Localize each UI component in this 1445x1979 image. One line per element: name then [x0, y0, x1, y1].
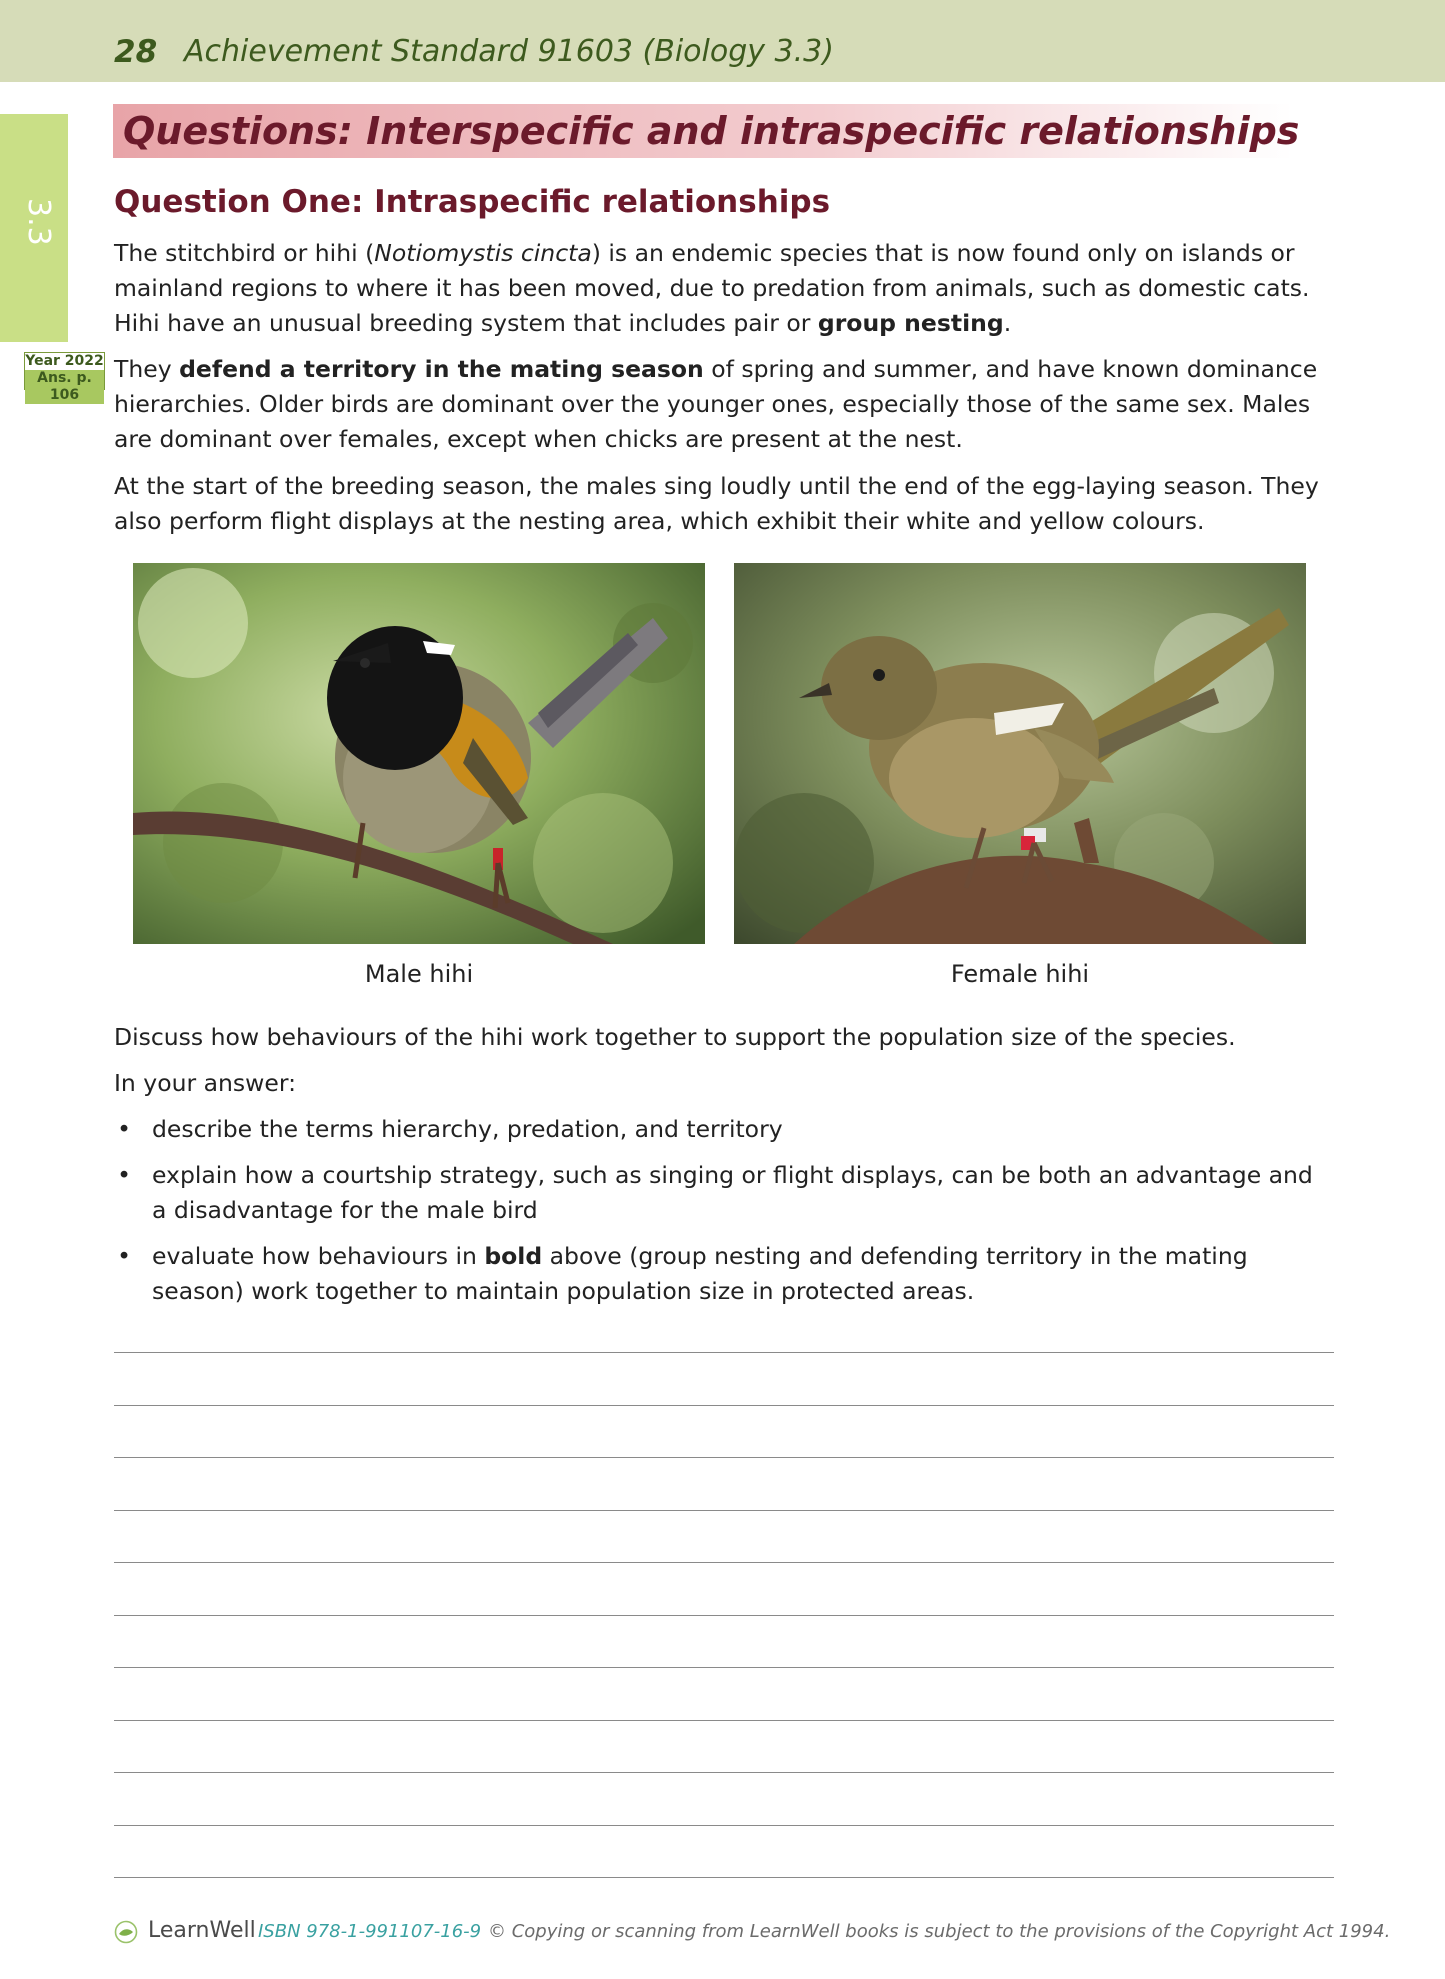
answer-line[interactable]	[114, 1877, 1334, 1878]
answer-line[interactable]	[114, 1352, 1334, 1353]
isbn-text: ISBN 978-1-991107-16-9	[258, 1921, 482, 1942]
answer-line[interactable]	[114, 1772, 1334, 1773]
list-item	[114, 1112, 1329, 1147]
answer-line[interactable]	[114, 1720, 1334, 1721]
answer-line[interactable]	[114, 1562, 1334, 1563]
bullet-glyph: •	[117, 1115, 131, 1143]
text-run: ) is an endemic species that is now found only on islands or mainland regions to where it has been moved, due to predation from animals, such as domestic cats. Hihi have an unusual breeding system that includes pair or	[114, 239, 1310, 337]
list-item-text: explain how a courtship strategy, such as singing or flight displays, can be both an advantage and a disadvantage for the male bird	[152, 1161, 1313, 1224]
answer-line[interactable]	[114, 1405, 1334, 1406]
bullet-glyph: •	[117, 1161, 131, 1189]
copyright-notice: © Copying or scanning from LearnWell books is subject to the provisions of the Copyright Act 1994.	[488, 1921, 1391, 1942]
brand-name: LearnWell	[148, 1918, 256, 1943]
bullet-glyph: •	[117, 1242, 131, 1270]
in-your-answer-label: In your answer:	[114, 1069, 296, 1097]
answer-line[interactable]	[114, 1457, 1334, 1458]
text-run: They	[114, 355, 180, 383]
page-header-title: Achievement Standard 91603 (Biology 3.3)	[184, 34, 834, 69]
male-hihi-caption: Male hihi	[364, 960, 474, 988]
year-label: Year 2022	[25, 353, 104, 369]
list-item-text: describe the terms hierarchy, predation, and territory	[152, 1115, 783, 1143]
paragraph-courtship: At the start of the breeding season, the males sing loudly until the end of the egg-laying season. They also perform flight displays at the nesting area, which exhibit their white and yellow colours.	[114, 472, 1319, 535]
species-name: Notiomystis cincta	[374, 239, 592, 267]
answer-line[interactable]	[114, 1667, 1334, 1668]
list-item-text: evaluate how behaviours in	[152, 1242, 485, 1270]
paragraph-territory	[114, 352, 1329, 457]
answer-requirements-list	[114, 1112, 1329, 1320]
side-tab-label: 3.3	[21, 198, 56, 246]
list-item-text: above (group nesting and defending territory in the mating season) work together to maintain population size in protected areas.	[152, 1242, 1248, 1305]
bold-term-territory: defend a territory in the mating season	[179, 355, 704, 383]
list-item	[114, 1158, 1329, 1228]
year-badge	[24, 352, 105, 403]
discussion-prompt: Discuss how behaviours of the hihi work together to support the population size of the species.	[114, 1023, 1236, 1051]
bold-term: bold	[484, 1242, 543, 1270]
answer-line[interactable]	[114, 1510, 1334, 1511]
female-hihi-caption: Female hihi	[950, 960, 1090, 988]
bold-term-group-nesting: group nesting	[817, 309, 1004, 337]
text-run: of spring and summer, and have known dominance hierarchies. Older birds are dominant over the younger ones, especially those of the same sex. Males are dominant over females, except when chicks are present at the nest.	[114, 355, 1318, 453]
text-run: .	[1003, 309, 1012, 337]
text-run: The stitchbird or hihi (	[114, 239, 375, 267]
learnwell-logo-icon	[114, 1920, 138, 1944]
page-footer	[114, 1918, 1391, 1948]
female-hihi-photo	[734, 563, 1306, 944]
paragraph-intro	[114, 236, 1329, 341]
answer-line[interactable]	[114, 1825, 1334, 1826]
answer-line[interactable]	[114, 1615, 1334, 1616]
male-hihi-photo	[133, 563, 705, 944]
section-title: Questions: Interspecific and intraspecific relationships	[123, 109, 1300, 153]
page-number: 28	[114, 34, 158, 70]
question-heading: Question One: Intraspecific relationships	[114, 184, 831, 220]
list-item	[114, 1239, 1329, 1309]
answers-page-label: Ans. p. 106	[25, 370, 104, 404]
